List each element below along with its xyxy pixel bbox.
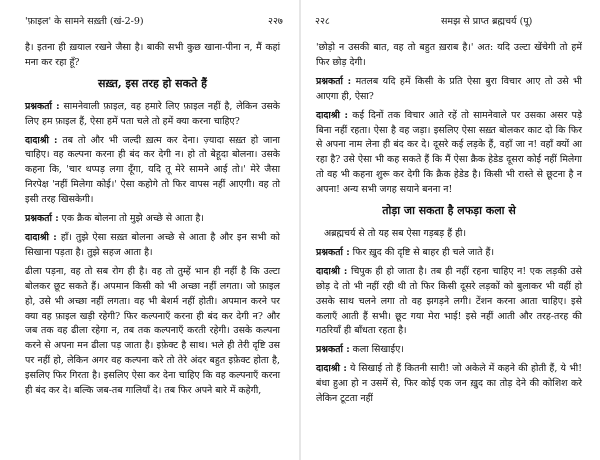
body-paragraph: अब्रह्मचर्य से तो यह सब ऐसा गड़बड़ हैं ही। bbox=[324, 227, 467, 239]
dialogue-paragraph bbox=[25, 212, 280, 227]
dialogue-text: तब तो और भी जल्दी ख़त्म कर देना। ज़्यादा सख़्त हो जाना चाहिए। वह कल्पना करना ही बंद कर देगी न। हो तो बेहूदा बोलना। उसके कहना कि, 'चार थप्पड़ लगा दूँगा, यदि तू मेरे सामने आई तो।' मेरे जैसा निरपेक्ष 'नहीं मिलेगा कोई।' ऐसा कहोगे तो फिर वापस नहीं आएगी। वह तो इसी तरह खिसकेगी। bbox=[25, 134, 280, 206]
speaker-label: प्रश्नकर्ता : bbox=[316, 344, 350, 356]
dialogue-text: ये सिखाई तो हैं कितनी सारी! जो अकेले में कहने की होती हैं, ये भी! बंधा हुआ हो न उसमें से, फिर कोई एक जन ख़ुद का तोड़ देने की कोशिश करे लेकिन टूटता नहीं bbox=[316, 363, 582, 405]
body-paragraph: है। इतना ही ख़याल रखने जैसा है। बाकी सभी कुछ खाना-पीना न, मैं कहां मना कर रहा हूँ? bbox=[25, 42, 280, 68]
speaker-label: दादाश्री : bbox=[316, 109, 348, 121]
right-page bbox=[300, 0, 600, 460]
speaker-label: प्रश्नकर्ता : bbox=[25, 100, 60, 112]
speaker-label: दादाश्री : bbox=[316, 265, 348, 277]
dialogue-paragraph bbox=[316, 109, 582, 198]
right-running-header: समझ से प्राप्त ब्रह्मचर्य (पू) bbox=[441, 16, 533, 27]
dialogue-text: एक क्रैक बोलना तो मुझे अच्छे से आता है। bbox=[61, 213, 204, 225]
dialogue-text: मतलब यदि हमें किसी के प्रति ऐसा बुरा विचार आए तो उसे भी आएगा ही, ऐसा? bbox=[316, 75, 582, 102]
dialogue-paragraph bbox=[25, 231, 280, 261]
dialogue-paragraph bbox=[316, 362, 582, 407]
dialogue-paragraph bbox=[316, 265, 582, 340]
dialogue-text: चिपुक ही हो जाता है। तब ही नहीं रहना चाहिए न! एक लड़की उसे छोड़ दे तो भी नहीं रही थी तो फिर किसी दूसरे लड़कों को बुलाकर भी वहीं हो उसके साथ चलने लगा तो वह झगड़ने लगी। टेंशन करना आता चाहिए। इसे कलाएँ आती हैं सभी। छूट गया मेरा भाई! इसे नहीं आती और तरह-तरह की गठरियाँ ही बाँधता रहता है। bbox=[316, 265, 582, 337]
right-page-body bbox=[316, 41, 582, 411]
dialogue-text: हाँ। तुझे ऐसा सख़्त बोलना अच्छे से आता है और इन सभी को सिखाना पड़ता है। तुझे सहज आता है। bbox=[25, 231, 280, 258]
body-paragraph: 'छोड़ो न उसकी बात, वह तो बहुत ख़राब है।' अत: यदि उल्टा खेंचेगी तो हमें फिर छोड़ देगी। bbox=[316, 42, 582, 68]
body-paragraph: ढीला पड़ना, वह तो सब रोग ही है। वह तो तुम्हें भान ही नहीं है कि उल्टा बोलकर छूट सकते हैं। अपमान किसी को भी अच्छा नहीं लगता। जो फ़ाइल हो, उसे भी अच्छा नहीं लगता। वह भी बेशर्म नहीं होती। अपमान करने पर क्या वह फ़ाइल खड़ी रहेगी? फिर कल्पनाएँ करना ही बंद कर देगी न? और जब तक वह ढीला रहेगा न, तब तक कल्पनाएँ करती रहेगी। उसके कल्पना करने से अपना मन ढीला पड़ जाता है। इफ़ेक्ट है साथ। भले ही तेरी दृष्टि उस पर नहीं हो, लेकिन अगर वह कल्पना करे तो तेरे अंदर बहुत इफ़ेक्ट होता है, इसलिए फिर गिरता है। इसलिए ऐसा कर देना चाहिए कि वह कल्पनाएँ करना ही बंद कर दे। बल्कि जब-तब गालियाँ दे। तब फिर अपने बारे में कहेगी, bbox=[25, 265, 280, 397]
right-page-number: २२८ bbox=[315, 16, 330, 27]
speaker-label: प्रश्नकर्ता : bbox=[316, 75, 352, 87]
speaker-label: दादाश्री : bbox=[316, 363, 347, 375]
dialogue-text: फिर ख़ुद की दृष्टि से बाहर ही चले जाते हैं। bbox=[352, 246, 495, 258]
left-page-body bbox=[25, 41, 280, 403]
left-running-header: 'फ़ाइल' के सामने सख़्ती (खं-2-9) bbox=[25, 16, 144, 27]
speaker-label: प्रश्नकर्ता : bbox=[316, 246, 350, 258]
dialogue-paragraph bbox=[316, 75, 582, 105]
speaker-label: प्रश्नकर्ता : bbox=[25, 213, 59, 225]
section-heading: सख़्त, इस तरह हो सकते हैं bbox=[98, 76, 207, 90]
dialogue-paragraph bbox=[25, 100, 280, 130]
section-heading: तोड़ा जा सकता है लफड़ा कला से bbox=[382, 204, 516, 218]
dialogue-text: कला सिखाईए। bbox=[352, 344, 404, 356]
dialogue-paragraph bbox=[25, 134, 280, 209]
speaker-label: दादाश्री : bbox=[25, 231, 57, 243]
speaker-label: दादाश्री : bbox=[25, 134, 58, 146]
left-page-number: २२७ bbox=[268, 16, 283, 27]
dialogue-text: सामनेवाली फ़ाइल, वह हमारे लिए फ़ाइल नहीं है, लेकिन उसके लिए हम फ़ाइल हैं, ऐसा हमें पता चले तो हमें क्या करना चाहिए? bbox=[25, 100, 280, 127]
dialogue-paragraph bbox=[316, 343, 582, 358]
dialogue-text: कई दिनों तक विचार आते रहें तो सामनेवाले पर उसका असर पड़े बिना नहीं रहता। ऐसा है वह जड़ा। इसलिए ऐसा सख़्त बोलकर काट दो कि फिर से अपना नाम लेना ही बंद कर दे। दूसरे कई लड़के हैं, वहाँ जा न! वहाँ क्यों आ रहा है? उसे ऐसा भी कह सकते हैं कि मैं ऐसा क्रैक हेडेड दूसरा कोई नहीं मिलेगा तो वह भी कहना शुरू कर देगी कि क्रैक हेडेड है। किसी भी रास्ते से छूटना है न अपना! अन्य सभी जगह सयाने बनना न! bbox=[316, 109, 583, 196]
dialogue-paragraph bbox=[316, 246, 582, 261]
